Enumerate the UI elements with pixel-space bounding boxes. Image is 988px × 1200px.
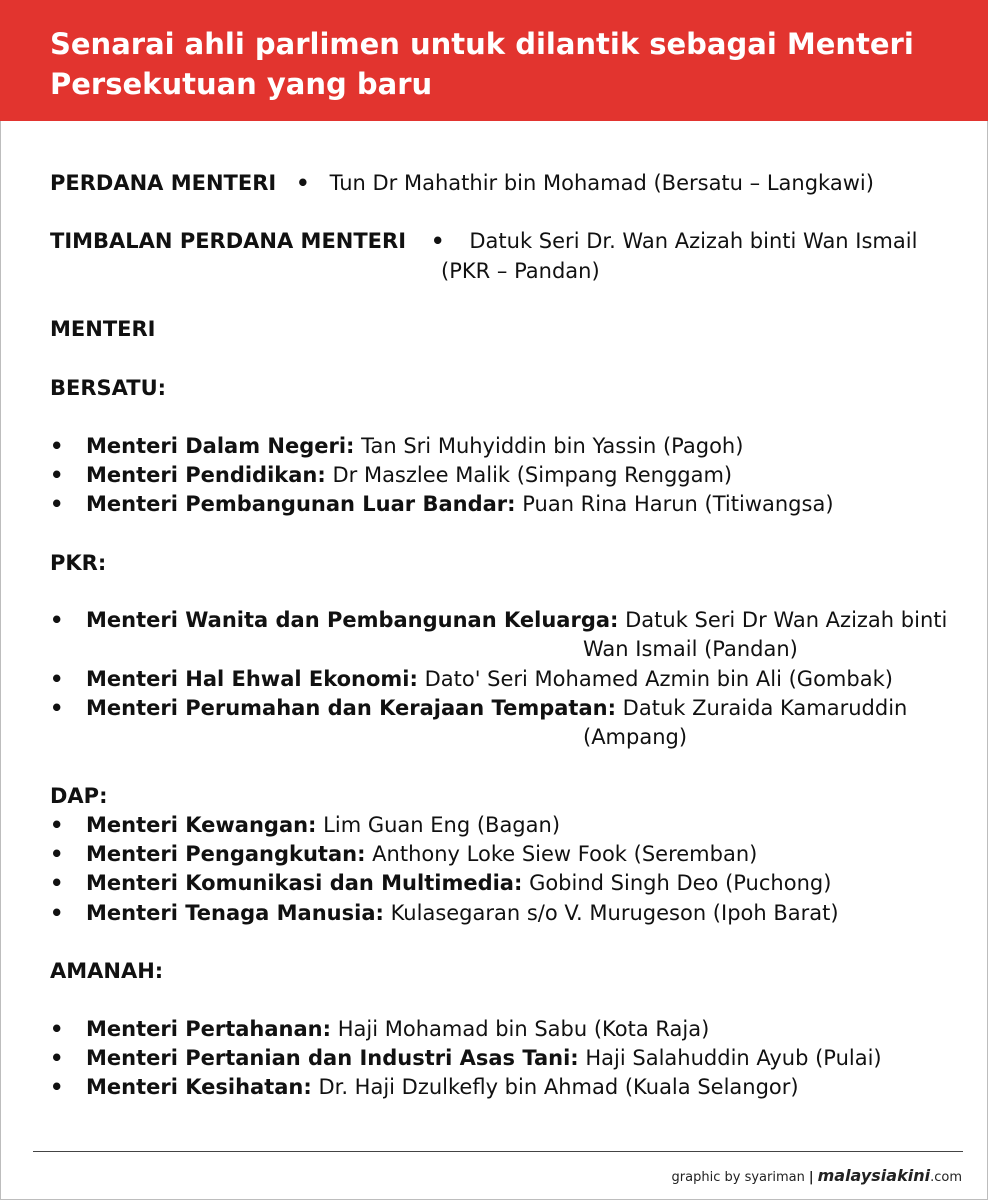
dpm-name-line1: Datuk Seri Dr. Wan Azizah binti Wan Ismail: [469, 229, 918, 253]
minister-name: Puan Rina Harun (Titiwangsa): [522, 492, 834, 516]
minister-name: Lim Guan Eng (Bagan): [323, 813, 561, 837]
minister-name: Kulasegaran s/o V. Murugeson (Ipoh Barat): [390, 901, 839, 925]
graphic-credit: [672, 1166, 962, 1188]
minister-name-continued: Wan Ismail (Pandan): [583, 637, 798, 661]
minister-name: Datuk Zuraida Kamaruddin: [622, 696, 908, 720]
bullet: •: [50, 871, 64, 895]
page-title-line2: Persekutuan yang baru: [50, 67, 433, 101]
minister-role: Menteri Hal Ehwal Ekonomi:: [86, 667, 418, 691]
minister-name: Dato' Seri Mohamed Azmin bin Ali (Gombak): [424, 667, 893, 691]
party-heading-amanah: AMANAH:: [50, 959, 164, 983]
minister-name: Haji Mohamad bin Sabu (Kota Raja): [337, 1017, 710, 1041]
bullet: •: [50, 667, 64, 691]
minister-name: Dr Maszlee Malik (Simpang Renggam): [332, 463, 733, 487]
minister-role: Menteri Pertahanan:: [86, 1017, 332, 1041]
dpm-name-line2: (PKR – Pandan): [441, 259, 600, 283]
bullet: •: [50, 434, 64, 458]
pm-row: [50, 168, 874, 198]
minister-role: Menteri Pengangkutan:: [86, 842, 366, 866]
credit-text: graphic by syariman: [671, 1170, 805, 1185]
minister-role: Menteri Pendidikan:: [86, 463, 326, 487]
minister-role: Menteri Pembangunan Luar Bandar:: [86, 492, 516, 516]
credit-separator: |: [808, 1170, 814, 1185]
pm-bullet: •: [296, 171, 310, 195]
minister-role: Menteri Kesihatan:: [86, 1075, 312, 1099]
minister-name-continued: (Ampang): [583, 725, 688, 749]
minister-role: Menteri Kewangan:: [86, 813, 317, 837]
bullet: •: [50, 492, 64, 516]
dpm-row: [50, 226, 917, 256]
party-heading-pkr: PKR:: [50, 551, 107, 575]
dpm-label: TIMBALAN PERDANA MENTERI: [50, 229, 407, 253]
minister-name: Haji Salahuddin Ayub (Pulai): [585, 1046, 882, 1070]
bullet: •: [50, 1046, 64, 1070]
party-heading-dap: DAP:: [50, 784, 108, 808]
bullet: •: [50, 901, 64, 925]
minister-role: Menteri Dalam Negeri:: [86, 434, 355, 458]
section-heading: MENTERI: [50, 317, 156, 341]
bullet: •: [50, 463, 64, 487]
pm-name: Tun Dr Mahathir bin Mohamad (Bersatu – Langkawi): [329, 171, 874, 195]
brand-domain: .com: [930, 1170, 962, 1185]
minister-role: Menteri Wanita dan Pembangunan Keluarga:: [86, 608, 619, 632]
bullet: •: [50, 1017, 64, 1041]
brand-logo: malaysiakini: [817, 1166, 931, 1185]
party-heading-bersatu: BERSATU:: [50, 376, 167, 400]
bullet: •: [50, 813, 64, 837]
minister-role: Menteri Perumahan dan Kerajaan Tempatan:: [86, 696, 616, 720]
bullet: •: [50, 842, 64, 866]
page-title-line1: Senarai ahli parlimen untuk dilantik sebagai Menteri: [50, 27, 914, 61]
minister-role: Menteri Komunikasi dan Multimedia:: [86, 871, 523, 895]
footer-divider: [33, 1151, 963, 1152]
minister-name: Dr. Haji Dzulkefly bin Ahmad (Kuala Selangor): [318, 1075, 799, 1099]
bullet: •: [50, 608, 64, 632]
minister-name: Tan Sri Muhyiddin bin Yassin (Pagoh): [361, 434, 744, 458]
minister-name: Datuk Seri Dr Wan Azizah binti: [625, 608, 948, 632]
pm-label: PERDANA MENTERI: [50, 171, 277, 195]
minister-name: Gobind Singh Deo (Puchong): [529, 871, 832, 895]
dpm-bullet: •: [430, 229, 445, 253]
bullet: •: [50, 1075, 64, 1099]
minister-role: Menteri Tenaga Manusia:: [86, 901, 384, 925]
minister-name: Anthony Loke Siew Fook (Seremban): [372, 842, 758, 866]
minister-role: Menteri Pertanian dan Industri Asas Tani:: [86, 1046, 579, 1070]
bullet: •: [50, 696, 64, 720]
